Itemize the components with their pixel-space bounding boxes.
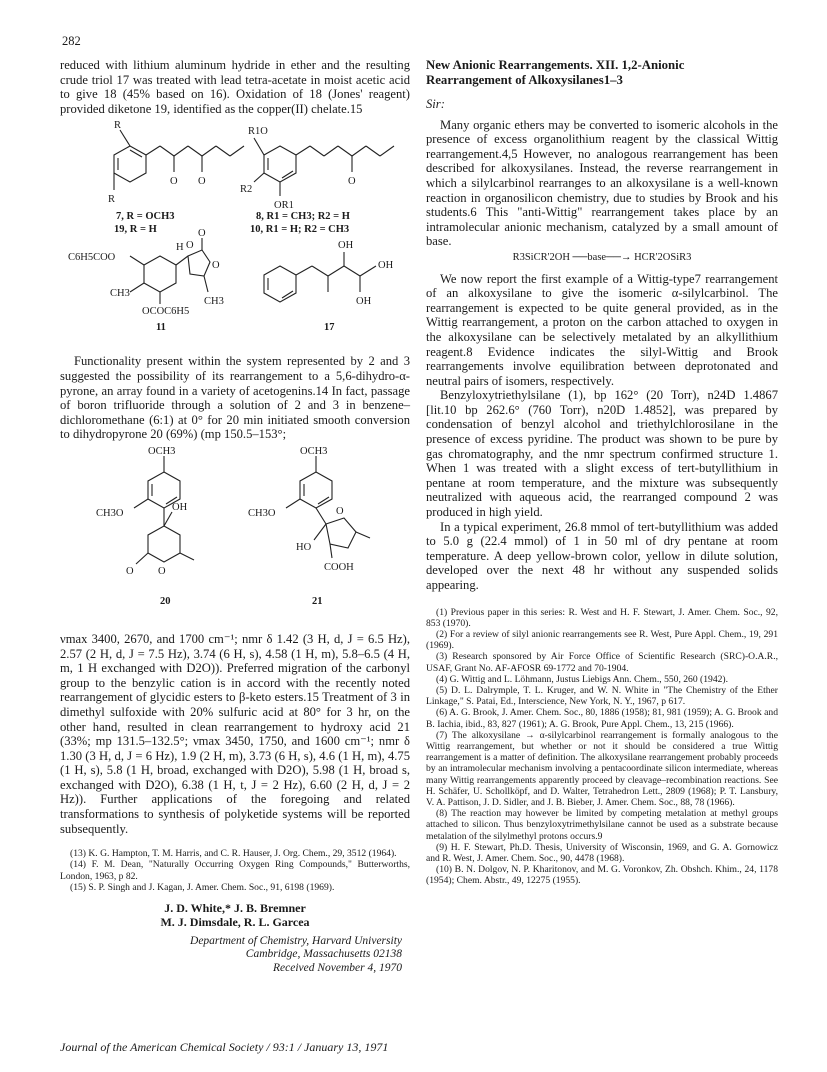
left-paragraph-2: Functionality present within the system represented by 2 and 3 suggested the possibility of its rearrangement to a 5,6-dihydro-α-pyrone, an array found in a variety of acetogenins.14 In fact, passage of boron trifluoride through a solution of 2 and 3 in benzene–dichloromethane (6:1) at 0° for 20 min initiated smooth conversion to dihydropyrone 20 (69%) (mp 150.5–153°; — [60, 354, 410, 442]
structures-7-19-8-10 — [60, 116, 410, 336]
atom-o-21: O — [336, 505, 344, 517]
atom-ho-21: HO — [296, 541, 312, 553]
author-signature — [60, 901, 410, 929]
atom-r-top: R — [114, 120, 122, 132]
right-paragraph-4: In a typical experiment, 26.8 mmol of tert-butyllithium was added to 5.0 g (22.4 mmol) of 1 in 50 ml of dry pentane at room temperature. A deep yellow-brown color, yellow in dilute solution, developed over the next 48 hr without any suspended solids appearing. — [426, 519, 778, 592]
atom-o-1: O — [170, 176, 178, 188]
left-paragraph-1: reduced with lithium aluminum hydride in ether and the resulting crude triol 17 was treated with lead tetra-acetate in moist acetic acid to give 18 (45% based on 16). Oxidation of 18 (Jones' reagent) provided diketone 19, identified as the copper(II) chelate.15 — [60, 58, 410, 116]
reference-2: (2) For a review of silyl anionic rearrangements see R. West, Pure Appl. Chem., 19, 291 (1969). — [426, 629, 778, 652]
reference-3: (3) Research sponsored by Air Force Office of Scientific Research (SRC)-O.A.R., USAF, Grant No. AF-AFOSR 69-1772 and 70-1904. — [426, 651, 778, 674]
salutation: Sir: — [426, 97, 445, 111]
compound-7-19-structure — [114, 130, 244, 190]
reaction-equation: R3SiCR'2OH ──base──→ HCR'2OSiR3 — [512, 251, 692, 263]
reference-14: (14) F. M. Dean, "Naturally Occurring Oxygen Ring Compounds," Butterworths, London, 1963, p 82. — [60, 859, 410, 882]
reference-8: (8) The reaction may however be limited by competing metalation at methyl groups attached to silicon. Thus benzyloxytrimethylsilane cannot be used as a substrate because metalation of the silylmethyl protons occurs.9 — [426, 808, 778, 842]
atom-ch3-11a: CH3 — [110, 288, 130, 300]
reference-10: (10) B. N. Dolgov, N. P. Kharitonov, and M. G. Voronkov, Zh. Obshch. Khim., 24, 1178 (1954); Chem. Abstr., 49, 12275 (1955). — [426, 864, 778, 887]
atom-o-11b: O — [198, 228, 206, 240]
compound-8-10-structure — [254, 138, 394, 196]
compound-label-20: 20 — [160, 595, 171, 607]
atom-o-3: O — [348, 176, 356, 188]
compound-label-21: 21 — [312, 595, 323, 607]
structures-20-21 — [60, 442, 410, 622]
compound-17-structure — [264, 252, 376, 302]
atom-cooh-21: COOH — [324, 561, 354, 573]
right-column — [426, 58, 778, 887]
compound-label-8: 8, R1 = CH3; R2 = H — [256, 211, 350, 223]
right-paragraph-2: We now report the first example of a Wittig-type7 rearrangement of an alkoxysilane to give the isomeric α-silylcarbinol. The rearrangement is expected to be quite general provided, as in the Wittig rearrangement, a proton on the carbon attached to oxygen in the alkoxysilane can be selectively metalated by an alkyllithium reagent.8 Evidence indicates the silyl-Wittig and Brook rearrangements involve equilibration between deprotonated and neutral pairs of isomers, respectively. — [426, 271, 778, 388]
authors-line-1: J. D. White,* J. B. Bremner — [164, 901, 306, 916]
affiliation-line-2: Cambridge, Massachusetts 02138 — [245, 948, 402, 961]
reference-4: (4) G. Wittig and L. Löhmann, Justus Liebigs Ann. Chem., 550, 260 (1942). — [436, 673, 729, 685]
atom-oh-17c: OH — [356, 296, 372, 308]
atom-ch3o-21: CH3O — [248, 507, 276, 519]
atom-o-20a: O — [126, 565, 134, 577]
atom-o-11a: O — [186, 240, 194, 252]
atom-or1: OR1 — [274, 200, 294, 212]
journal-footer: Journal of the American Chemical Society / 93:1 / January 13, 1971 — [60, 1040, 389, 1054]
reference-6: (6) A. G. Brook, J. Amer. Chem. Soc., 80, 1886 (1958); 81, 981 (1959); A. G. Brook and B. Iachia, ibid., 83, 827 (1961); A. G. Brook, Pure Appl. Chem., 13, 215 (1966). — [426, 707, 778, 730]
article-title-line-2: Rearrangement of Alkoxysilanes1–3 — [426, 72, 623, 87]
atom-och3-21: OCH3 — [300, 445, 328, 457]
reference-7: (7) The alkoxysilane → α-silylcarbinol rearrangement is formally analogous to the Wittig rearrangement, but whether or not it should be considered a true Wittig rearrangement is a matter of definition. The alkoxysilane rearrangement probably proceeds by an intramolecular mechanism involving a pentacoordinate silicon intermediate, whereas many Wittig rearrangements apparently proceed by cleavage–recombination reactions. See H. Schäfer, U. Schollköpf, and D. Walter, Tetrahedron Lett., 2809 (1968); P. T. Lansbury, V. A. Pattison, J. D. Sidler, and J. B. Bieber, J. Amer. Chem. Soc., 88, 78 (1966). — [426, 729, 778, 809]
atom-oh-20: OH — [172, 501, 188, 513]
atom-oh-17a: OH — [338, 240, 354, 252]
atom-o-11c: O — [212, 260, 220, 272]
affiliation-line-1: Department of Chemistry, Harvard University — [190, 935, 402, 948]
atom-o-2: O — [198, 176, 206, 188]
reference-1: (1) Previous paper in this series: R. West and H. F. Stewart, J. Amer. Chem. Soc., 92, 853 (1970). — [426, 606, 778, 629]
compound-label-11: 11 — [156, 322, 166, 334]
atom-o-20b: O — [158, 565, 166, 577]
reference-9: (9) H. F. Stewart, Ph.D. Thesis, University of Wisconsin, 1969, and G. A. Gornowicz and R. West, J. Amer. Chem. Soc., 90, 4478 (1968). — [426, 841, 778, 865]
right-paragraph-3: Benzyloxytriethylsilane (1), bp 162° (20 Torr), n24D 1.4867 [lit.10 bp 262.6° (760 Torr), n20D 1.4852], was prepared by condensation of benzyl alcohol and triethylchlorosilane in the presence of excess pyridine. The product was shown to be pure by gas chromatography, and the nmr spectrum confirmed structure 1. When 1 was treated with a slight excess of tert-butyllithium in pentane at room temperature, and the mixture was subsequently neutralized with aqueous acid, the rearranged compound 2 was produced in high yield. — [426, 388, 778, 520]
page-number: 282 — [62, 34, 81, 48]
compound-11-structure — [130, 238, 210, 304]
authors-line-2: M. J. Dimsdale, R. L. Garcea — [160, 915, 310, 930]
right-references — [426, 607, 778, 887]
atom-r2: R2 — [240, 184, 253, 196]
reference-5: (5) D. L. Dalrymple, T. L. Kruger, and W. N. White in "The Chemistry of the Ether Linkage," S. Patai, Ed., Interscience, New York, N. Y., 1967, p 617. — [426, 685, 778, 708]
atom-r-bottom: R — [108, 194, 116, 206]
atom-c6h5coo: C6H5COO — [68, 252, 116, 264]
atom-och3-20: OCH3 — [148, 445, 176, 457]
compound-label-19: 19, R = H — [114, 224, 157, 236]
atom-r1o: R1O — [248, 126, 268, 138]
atom-h-11: H — [176, 242, 184, 254]
atom-ch3-11b: CH3 — [204, 296, 224, 308]
article-title-line-1: New Anionic Rearrangements. XII. 1,2-Anionic — [426, 58, 685, 72]
compound-label-10: 10, R1 = H; R2 = CH3 — [250, 224, 350, 236]
affiliation — [60, 935, 410, 975]
left-column — [60, 58, 410, 975]
reference-15: (15) S. P. Singh and J. Kagan, J. Amer. Chem. Soc., 91, 6198 (1969). — [70, 881, 335, 893]
reference-13: (13) K. G. Hampton, T. M. Harris, and C. R. Hauser, J. Org. Chem., 29, 3512 (1964). — [70, 848, 397, 860]
atom-ococ6h5: OCOC6H5 — [142, 306, 190, 318]
left-paragraph-3: νmax 3400, 2670, and 1700 cm⁻¹; nmr δ 1.42 (3 H, d, J = 6.5 Hz), 2.57 (2 H, d, J = 7.5 Hz), 3.74 (6 H, s), 4.58 (1 H, m), 5.8–6.5 (4 H, m, 1 H exchanged with D2O)). Preferred migration of the carbonyl group to the benzylic cation is in accord with the recently noted rearrangement of glycidic esters to β-keto esters.15 Treatment of 3 in dimethyl sulfoxide with 20% sulfuric acid at 80° for 3 hr, on the other hand, resulted in clean rearrangement to hydroxy acid 21 (33%; mp 131.5–132.5°; νmax 3450, 1750, and 1600 cm⁻¹; nmr δ 1.30 (3 H, d, J = 6 Hz), 1.9 (2 H, m), 3.73 (6 H, s), 4.6 (1 H, m), 4.75 (1 H, s), 5.8 (1 H, broad, exchanged with D2O), 5.98 (1 H, broad s, exchanged with D2O), 6.38 (1 H, t, J = 2 Hz), 6.60 (2 H, d, J = 2 Hz)). Further applications of the foregoing and related transformations to synthesis of polyketide systems will be reported subsequently. — [60, 631, 410, 836]
compound-label-17: 17 — [324, 322, 335, 334]
compound-label-7: 7, R = OCH3 — [116, 211, 175, 223]
article-title — [426, 58, 778, 87]
left-references — [60, 848, 410, 893]
right-paragraph-1: Many organic ethers may be converted to isomeric alcohols in the presence of excess organolithium reagent by the classical Wittig rearrangement.4,5 However, no analogous rearrangement has been described for alkoxysilanes. Instead, the reverse rearrangement in which a silylcarbinol rearranges to an alkoxysilane is a well-known reaction in organosilicon chemistry, due to studies by Brook and his students.6 This "anti-Wittig" rearrangement takes place by an intramolecular anionic mechanism, catalyzed by a small amount of base. — [426, 117, 778, 249]
atom-oh-17b: OH — [378, 260, 394, 272]
atom-ch3o-20: CH3O — [96, 507, 124, 519]
received-date: Received November 4, 1970 — [272, 961, 402, 974]
